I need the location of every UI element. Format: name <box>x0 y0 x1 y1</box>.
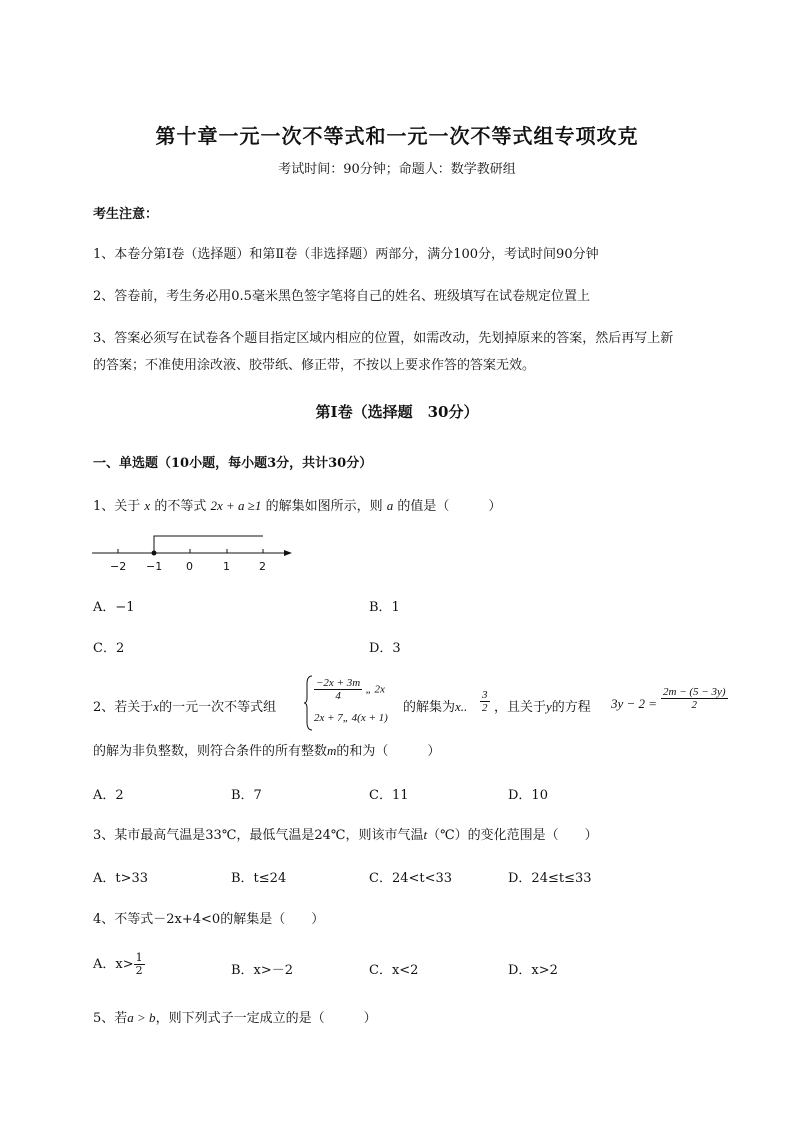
tick-label: 2 <box>259 560 266 573</box>
q2-prefix: 2、若关于x的一元一次不等式组 <box>93 699 277 715</box>
notice-item-1: 1、本卷分第I卷（选择题）和第Ⅱ卷（非选择题）两部分，满分100分，考试时间90分钟 <box>93 247 599 262</box>
q3-option-a: A．t>33 <box>93 871 149 886</box>
q1-option-c: C．2 <box>93 641 125 656</box>
question-1: 1、关于 x 的不等式 2x + a ≥1 的解集如图所示，则 a 的值是（ ） <box>93 498 502 514</box>
tick-label: 0 <box>186 560 193 573</box>
system-line-2: 2x + 7„ 4(x + 1) <box>314 712 388 724</box>
q1-option-a: A．−1 <box>93 600 135 615</box>
q1-option-d: D．3 <box>369 641 401 656</box>
solution-endpoint <box>152 551 157 556</box>
q3-option-c: C．24<t<33 <box>369 871 453 886</box>
page-title: 第十章一元一次不等式和一元一次不等式组专项攻克 <box>155 124 639 148</box>
question-5: 5、若a > b，则下列式子一定成立的是（ ） <box>93 1010 377 1026</box>
q2-equation-fraction: $\frac{2m - (5 - 3y)}{2}$ <box>663 686 726 711</box>
solution-bracket <box>154 536 263 553</box>
q2-line-2: 的解为非负整数，则符合条件的所有整数m的和为（ ） <box>93 743 441 759</box>
page-subtitle: 考试时间：90分钟；命题人：数学教研组 <box>278 162 516 177</box>
q2-option-a: A．2 <box>93 788 124 803</box>
q2-option-c: C．11 <box>369 788 409 803</box>
q3-option-d: D．24≤t≤33 <box>508 871 592 886</box>
question-4: 4、不等式－2x+4<0的解集是（ ） <box>93 912 325 927</box>
notice-item-3: 3、答案必须写在试卷各个题目指定区域内相应的位置，如需改动，先划掉原来的答案，然后再写上新 <box>93 331 674 346</box>
notice-heading: 考生注意： <box>93 207 159 222</box>
question-3: 3、某市最高气温是33℃，最低气温是24℃，则该市气温t（℃）的变化范围是（ ） <box>93 827 598 843</box>
number-line-arrow <box>284 550 292 556</box>
q2-option-b: B．7 <box>231 788 262 803</box>
notice-item-3-cont: 的答案；不准使用涂改液、胶带纸、修正带，不按以上要求作答的答案无效。 <box>93 358 536 373</box>
q1-option-b: B．1 <box>369 600 400 615</box>
system-brace <box>304 674 314 732</box>
tick-label: −2 <box>110 560 127 573</box>
q2-solution-set: 的解集为x.. <box>403 699 468 715</box>
q4-option-d: D．x>2 <box>508 963 558 978</box>
number-line <box>88 528 303 576</box>
notice-item-2: 2、答卷前，考生务必用0.5毫米黑色签字笔将自己的姓名、班级填写在试卷规定位置上 <box>93 289 590 304</box>
q4-option-b: B．x>－2 <box>231 963 294 978</box>
q4-option-a: A．x> $\frac{1}{2}$ <box>93 951 143 977</box>
q2-option-d: D．10 <box>508 788 548 803</box>
part1-title: 第I卷（选择题 30分） <box>315 403 479 421</box>
q3-option-b: B．t≤24 <box>231 871 287 886</box>
q4-option-c: C．x<2 <box>369 963 419 978</box>
q2-solution-fraction: $\frac{3}{2}$ <box>482 689 488 714</box>
q2-equation-intro: ，且关于y的方程 <box>494 699 591 715</box>
q2-equation-left: 3y − 2 = <box>611 696 658 711</box>
tick-label: −1 <box>146 560 163 573</box>
system-line-1: $\frac{-2x + 3m}{4}$ „ 2x <box>316 677 385 702</box>
tick-label: 1 <box>223 560 230 573</box>
section-heading: 一、单选题（10小题，每小题3分，共计30分） <box>93 456 373 471</box>
